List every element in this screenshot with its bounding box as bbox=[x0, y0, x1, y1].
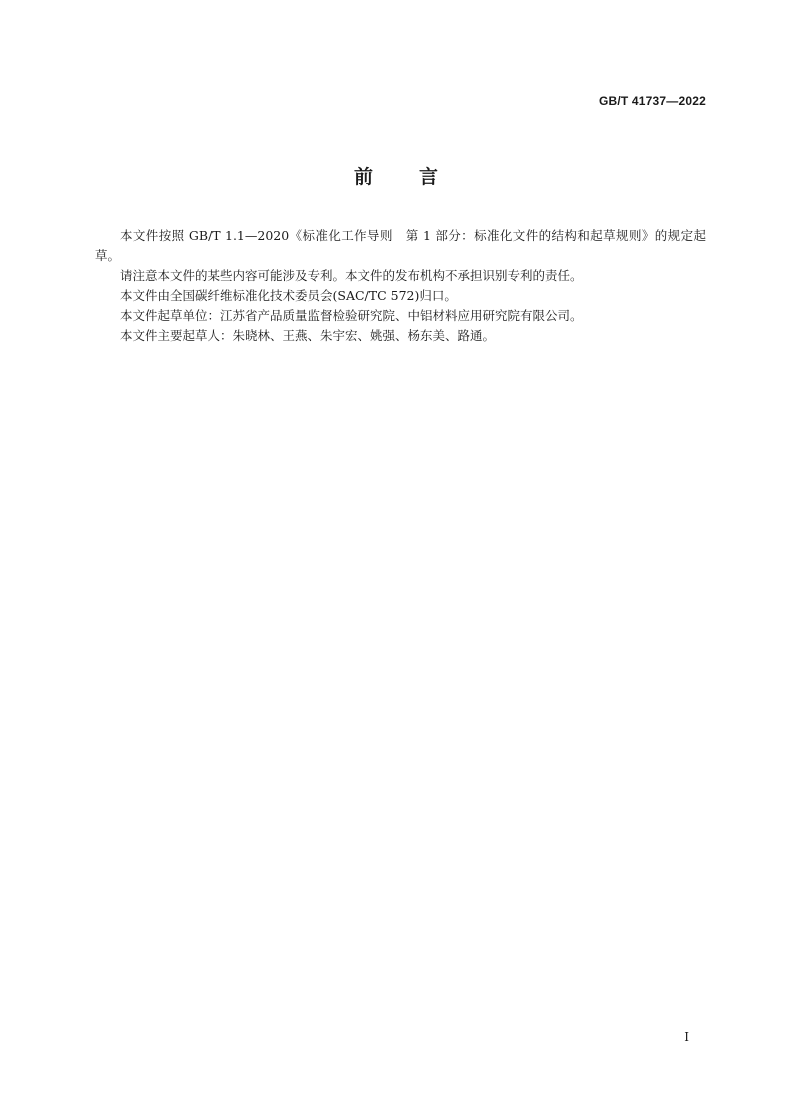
standard-code: GB/T 41737—2022 bbox=[598, 94, 706, 108]
paragraph-drafters: 本文件主要起草人：朱晓林、王燕、朱宇宏、姚强、杨东美、路通。 bbox=[120, 328, 496, 343]
paragraph-drafting-rules: 本文件按照 GB/T 1.1—2020《标准化工作导则 第 1 部分：标准化文件的结构和起草规则》的规定起草。 bbox=[95, 228, 706, 263]
paragraph-technical-committee: 本文件由全国碳纤维标准化技术委员会(SAC/TC 572)归口。 bbox=[120, 288, 457, 303]
paragraph-drafting-organizations: 本文件起草单位：江苏省产品质量监督检验研究院、中铝材料应用研究院有限公司。 bbox=[120, 308, 583, 323]
page-title-part2: 言 bbox=[419, 166, 439, 188]
foreword-body bbox=[95, 226, 706, 346]
paragraph-patent-notice: 请注意本文件的某些内容可能涉及专利。本文件的发布机构不承担识别专利的责任。 bbox=[120, 268, 583, 283]
page-title bbox=[0, 162, 792, 189]
page-number: I bbox=[684, 1030, 689, 1044]
page-title-part1: 前 bbox=[353, 166, 373, 188]
